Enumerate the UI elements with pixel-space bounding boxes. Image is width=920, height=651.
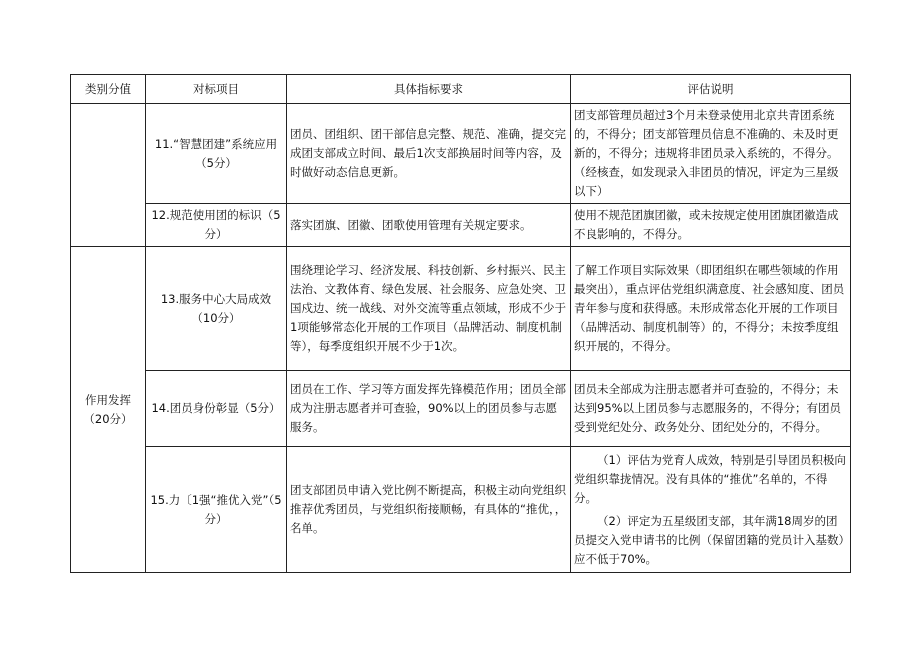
header-row (71, 75, 851, 104)
evaluation-cell: 使用不规范团旗团徽，或未按规定使用团旗团徽造成不良影响的，不得分。 (571, 204, 851, 247)
requirement-cell: 围绕理论学习、经济发展、科技创新、乡村振兴、民主法治、文教体育、绿色发展、社会服务、应急处突、卫国戍边、统一战线、对外交流等重点领域，形成不少于1项能够常态化开展的工作项目（品牌活动、制度机制等），每季度组织开展不少于1次。 (287, 247, 571, 371)
header-requirement: 具体指标要求 (287, 75, 571, 104)
category-cell-empty (71, 104, 146, 247)
header-evaluation: 评估说明 (571, 75, 851, 104)
evaluation-table (70, 74, 851, 573)
evaluation-cell (571, 447, 851, 573)
requirement-cell: 团员在工作、学习等方面发挥先锋模范作用；团员全部成为注册志愿者并可查验，90%以上的团员参与志愿服务。 (287, 371, 571, 447)
item-cell: 12.规范使用团的标识（5分） (146, 204, 287, 247)
table-row (71, 204, 851, 247)
requirement-cell: 团员、团组织、团干部信息完整、规范、准确，提交完成团支部成立时间、最后1次支部换届时间等内容，及时做好动态信息更新。 (287, 104, 571, 204)
table-row (71, 447, 851, 573)
evaluation-point-2: （2）评定为五星级团支部，其年满18周岁的团员提交入党申请书的比例（保留团籍的党员计入基数）应不低于70%。 (574, 513, 845, 566)
requirement-cell: 落实团旗、团徽、团歌使用管理有关规定要求。 (287, 204, 571, 247)
evaluation-cell: 团支部管理员超过3个月未登录使用北京共青团系统的，不得分；团支部管理员信息不准确的、未及时更新的，不得分；违规将非团员录入系统的，不得分。（经核查，如发现录入非团员的情况，评定为三星级以下） (571, 104, 851, 204)
header-item: 对标项目 (146, 75, 287, 104)
item-cell: 13.服务中心大局成效（10分） (146, 247, 287, 371)
item-cell: 14.团员身份彰显（5分） (146, 371, 287, 447)
evaluation-point-1: （1）评估为党育人成效，特别是引导团员积极向党组织靠拢情况。没有具体的“推优”名单的，不得分。 (574, 452, 846, 505)
evaluation-cell: 团员未全部成为注册志愿者并可查验的，不得分；未达到95%以上团员参与志愿服务的，不得分；有团员受到党纪处分、政务处分、团纪处分的，不得分。 (571, 371, 851, 447)
category-cell: 作用发挥（20分） (71, 247, 146, 573)
table-row (71, 371, 851, 447)
item-cell: 11.“智慧团建”系统应用（5分） (146, 104, 287, 204)
requirement-cell: 团支部团员申请入党比例不断提高，积极主动向党组织推荐优秀团员，与党组织衔接顺畅，有具体的“推优，，名单。 (287, 447, 571, 573)
table-row (71, 104, 851, 204)
item-cell: 15.力〔1强“推优入党”（5分） (146, 447, 287, 573)
evaluation-cell: 了解工作项目实际效果（即团组织在哪些领域的作用最突出），重点评估党组织满意度、社会感知度、团员青年参与度和获得感。未形成常态化开展的工作项目（品牌活动、制度机制等）的，不得分；未按季度组织开展的，不得分。 (571, 247, 851, 371)
header-category: 类别分值 (71, 75, 146, 104)
table-row (71, 247, 851, 371)
